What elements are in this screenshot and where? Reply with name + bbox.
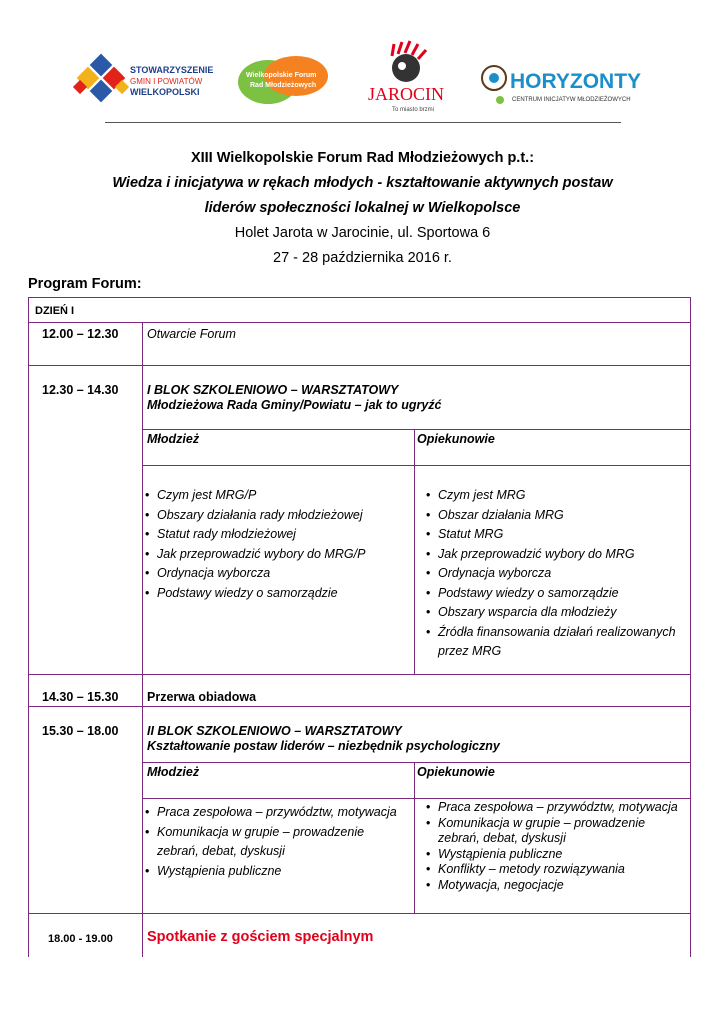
list-item: • Obszar działania MRG [426,506,686,526]
list-item: • Czym jest MRG [426,486,686,506]
subtitle-line-1: Wiedza i inicjatywa w rękach młodych - kształtowanie aktywnych postaw [112,175,613,191]
youth-topics-list [145,486,410,603]
list-item: • Czym jest MRG/P [145,486,410,506]
block-title: I BLOK SZKOLENIOWO – WARSZTATOWY [147,383,399,397]
logo-bar [0,0,725,125]
time-slot: 12.00 – 12.30 [42,327,119,341]
svg-text:GMIN I POWIATÓW: GMIN I POWIATÓW [130,77,203,86]
list-item: • Wystąpienia publiczne [145,862,400,882]
row-divider [28,706,691,707]
list-item: • Statut rady młodzieżowej [145,525,410,545]
column-header-guardians: Opiekunowie [417,765,495,779]
column-header-youth: Młodzież [147,765,200,779]
svg-text:JAROCIN: JAROCIN [368,84,445,104]
guardian-topics-list [426,486,686,662]
time-slot: 15.30 – 18.00 [42,724,119,738]
column-divider [414,762,415,913]
list-item: • Komunikacja w grupie – prowadzenie zebrań, debat, dyskusji [426,816,686,847]
subtitle-line-2: liderów społeczności lokalnej w Wielkopolsce [204,200,521,216]
block-subtitle: Młodzieżowa Rada Gminy/Powiatu – jak to ugryźć [147,398,442,412]
list-item: • Konflikty – metody rozwiązywania [426,862,686,878]
time-slot: 18.00 - 19.00 [48,933,113,945]
list-item: • Wystąpienia publiczne [426,847,686,863]
list-item: • Obszary działania rady młodzieżowej [145,506,410,526]
svg-text:STOWARZYSZENIE: STOWARZYSZENIE [130,65,214,75]
svg-text:To miasto brzmi: To miasto brzmi [392,107,435,113]
youth-topics-list [145,803,400,881]
list-item: • Obszary wsparcia dla młodzieży [426,603,686,623]
list-item: • Ordynacja wyborcza [145,564,410,584]
list-item: • Praca zespołowa – przywództw, motywacja [145,803,400,823]
sgipw-logo [73,54,213,103]
row-divider [142,429,691,430]
row-divider [28,365,691,366]
jarocin-logo [360,34,452,116]
row-divider [28,322,691,323]
page-title: XIII Wielkopolskie Forum Rad Młodzieżowych p.t.: [190,150,535,166]
svg-text:HORYZONTY: HORYZONTY [510,70,642,93]
venue: Holet Jarota w Jarocinie, ul. Sportowa 6 [234,225,491,241]
schedule-table [28,297,691,957]
time-slot: 14.30 – 15.30 [42,690,119,704]
list-item: • Motywacja, negocjacje [426,878,686,894]
session-title: Przerwa obiadowa [147,690,257,704]
column-header-guardians: Opiekunowie [417,432,495,446]
header-divider [105,122,621,123]
program-heading: Program Forum: [28,276,142,292]
column-divider [414,429,415,674]
list-item: • Podstawy wiedzy o samorządzie [426,584,686,604]
row-divider [142,798,691,799]
session-title: Otwarcie Forum [147,327,236,341]
forum-logo [238,56,328,104]
row-divider [28,674,691,675]
block-title: II BLOK SZKOLENIOWO – WARSZTATOWY [147,724,402,738]
row-divider [142,762,691,763]
list-item: • Jak przeprowadzić wybory do MRG/P [145,545,410,565]
time-slot: 12.30 – 14.30 [42,383,119,397]
list-item: • Źródła finansowania działań realizowanych przez MRG [426,623,686,662]
table-border-left [28,297,29,957]
list-item: • Praca zespołowa – przywództw, motywacja [426,800,686,816]
guardian-topics-list [426,800,686,893]
block-subtitle: Kształtowanie postaw liderów – niezbędnik psychologiczny [147,739,500,753]
table-border-top [28,297,691,298]
special-guest-session: Spotkanie z gościem specjalnym [147,929,374,945]
svg-text:Wielkopolskie Forum: Wielkopolskie Forum [246,72,317,79]
column-divider [142,322,143,957]
list-item: • Komunikacja w grupie – prowadzenie zebrań, debat, dyskusji [145,823,400,862]
event-dates: 27 - 28 października 2016 r. [273,250,452,266]
row-divider [28,913,691,914]
table-border-right [690,297,691,957]
list-item: • Jak przeprowadzić wybory do MRG [426,545,686,565]
svg-text:Rad Młodzieżowych: Rad Młodzieżowych [250,82,317,89]
list-item: • Ordynacja wyborcza [426,564,686,584]
horyzonty-logo [482,66,641,104]
row-divider [142,465,691,466]
logos-svg [0,0,725,125]
svg-text:WIELKOPOLSKI: WIELKOPOLSKI [130,87,200,97]
day-label: DZIEŃ I [35,305,75,317]
svg-text:CENTRUM INICJATYW MŁODZIEŻOWYC: CENTRUM INICJATYW MŁODZIEŻOWYCH [512,97,631,103]
column-header-youth: Młodzież [147,432,200,446]
list-item: • Podstawy wiedzy o samorządzie [145,584,410,604]
list-item: • Statut MRG [426,525,686,545]
